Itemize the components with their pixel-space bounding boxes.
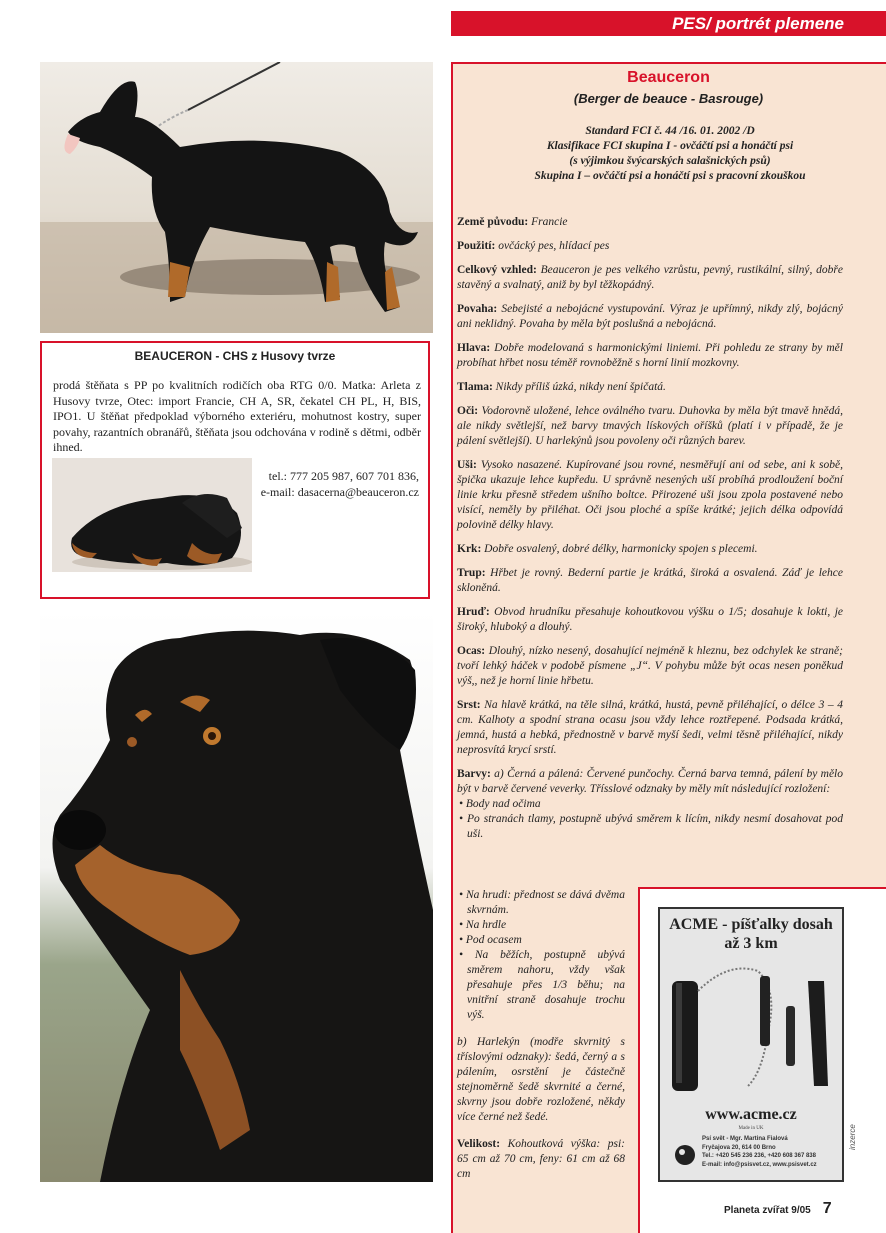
breeder-ad-contact <box>261 469 419 500</box>
acme-whistle-ad <box>658 907 844 1182</box>
breeder-ad-box <box>40 341 430 599</box>
fci-standard-line: (s výjimkou švýcarských salašnických psů) <box>569 155 771 167</box>
magazine-issue: Planeta zvířat 9/05 <box>724 1205 811 1216</box>
section-text: Dlouhý, nízko nesený, dosahující nejméně k hleznu, bez odchylek ke straně; tvoří lehký háček v podobě písmene „J“. V pohybu může být ocas nesen poněkud výš,, než je horní linie hřbetu. <box>457 645 843 687</box>
breeder-ad-text: prodá štěňata s PP po kvalitních rodičích oba RTG 0/0. Matka: Arleta z Husovy tvrze, Otec: import Francie, CH A, SR, čekatel CH PL, H, BIS, IPO1. U štěňat předpoklad výborného exteriéru, mohutnost kostry, super povahy, razantních obranářů, štěňata jsou odchována v rodině s dětmi, odběr ihned. <box>53 378 421 454</box>
breed-standard-text-narrow <box>457 888 625 1194</box>
page-number: 7 <box>822 1200 832 1217</box>
acme-contact <box>702 1135 817 1169</box>
section-header-bar <box>451 11 886 36</box>
acme-contact-line: E-mail: info@psisvet.cz, www.psisvet.cz <box>702 1161 817 1168</box>
size-section <box>457 1137 625 1182</box>
section-text: Sebejisté a nebojácné vystupování. Výraz je upřímný, nikdy zlý, bojácný ani neklidný. Povaha by měla být poslušná a nebojácná. <box>457 303 843 330</box>
section-label: Oči: <box>457 405 479 417</box>
section-text: Vodorovně uložené, lehce oválného tvaru. Duhovka by měla být tmavě hnědá, ale nikdy světlejší, než barvy tmavých lískových oříšků (platí i v případě, že je pálení světlejší). U harlekýnů jsou povoleny oči různých barev. <box>457 405 843 447</box>
section-label: Celkový vzhled: <box>457 264 537 276</box>
list-item: • Pod ocasem <box>459 934 522 946</box>
harlequin-text: b) Harlekýn (modře skvrnitý s tříslovými odznaky): šedá, černý a s pálením, osrstění je částečně stejnoměrně šedě skvrnité a černé, skvrny jsou dobře rozložené, někdy více černé než šedé. <box>457 1036 625 1123</box>
section-text: Na hlavě krátká, na těle silná, krátká, hustá, pevně přiléhající, o délce 3 – 4 cm. Kalhoty a spodní strana ocasu jsou vždy lehce roztřepené. Podsada krátká, jemná, hustá a hebká, přednostně v barvě myší šedi, velmi těsně přiléhající, nikdy neprosvítá krycí srstí. <box>457 699 843 756</box>
list-item: • Body nad očima <box>459 798 541 810</box>
section-text: Dobře osvalený, dobré délky, harmonicky spojen s plecemi. <box>481 543 758 555</box>
list-item: • Na hrudi: přednost se dává dvěma skvrnám. <box>459 889 625 916</box>
list-item: • Na hrdle <box>459 919 507 931</box>
page-footer <box>724 1200 832 1218</box>
section-label: Tlama: <box>457 381 493 393</box>
standard-section <box>457 566 843 596</box>
standard-section <box>457 263 843 293</box>
standard-section <box>457 404 843 449</box>
section-label: Země původu: <box>457 216 529 228</box>
section-label: Uši: <box>457 459 477 471</box>
section-text: Vysoko nasazené. Kupírované jsou rovné, nesměřují ani od sebe, ani k sobě, špička ukazuje lehce kupředu. U správně nesených uší probíhá prodloužení boční linie krku přesně středem ušního boltce. Přirozené uši jsou zpola postavené nebo visící, neměly by přiléhat. Oči jsou ploché a spíše krátké; jejich délka odpovídá polovině délky hlavy. <box>457 459 843 531</box>
dog-head-portrait-photo <box>40 610 433 1182</box>
standing-dog-photo <box>40 62 433 333</box>
colours-section <box>457 767 843 797</box>
fci-standard-line: Klasifikace FCI skupina I - ovčáčtí psi a honáčtí psi <box>546 140 794 152</box>
section-header: PES/ portrét plemene <box>672 14 844 33</box>
section-text: Nikdy příliš úzká, nikdy není špičatá. <box>492 381 666 393</box>
section-label: Barvy: <box>457 768 491 780</box>
whistles-illustration <box>668 961 834 1101</box>
standard-section <box>457 605 843 635</box>
breed-title: Beauceron <box>627 69 710 86</box>
standard-section <box>457 215 843 230</box>
section-text: Obvod hrudníku přesahuje kohoutkovou výšku o 1/5; dosahuje k lokti, je široký, hluboký a dlouhý. <box>457 606 843 633</box>
list-item: • Na běžích, postupně ubývá směrem nahoru, vždy však přesahuje přes 1/3 běhu; na vnitřní straně dosahuje trochu výš. <box>459 949 625 1021</box>
acme-website: www.acme.cz <box>705 1106 797 1123</box>
section-label: Srst: <box>457 699 481 711</box>
standard-section <box>457 644 843 689</box>
section-text: Dobře modelovaná s harmonickými liniemi. Při pohledu ze strany by měl probíhat hřbet nosu téměř rovnoběžně s horní linií mozkovny. <box>457 342 843 369</box>
list-item: • Po stranách tlamy, postupně ubývá směrem k lícím, nikdy nesmí dosahovat pod uši. <box>459 813 843 840</box>
section-text: Beauceron je pes velkého vzrůstu, pevný, rustikální, silný, dobře stavěný a svalnatý, aniž by byl těžkopádný. <box>457 264 843 291</box>
acme-contact-line: Fryčajova 20, 614 00 Brno <box>702 1144 776 1151</box>
section-label: Krk: <box>457 543 482 555</box>
breeder-ad-title: BEAUCERON - CHS z Husovy tvrze <box>134 349 336 363</box>
section-label: Velikost: <box>457 1138 501 1150</box>
section-text: Francie <box>528 216 568 228</box>
section-label: Hruď: <box>457 606 490 618</box>
standard-section <box>457 698 843 758</box>
section-label: Použití: <box>457 240 496 252</box>
section-label: Povaha: <box>457 303 498 315</box>
acme-contact-line: Psí svět - Mgr. Martina Fialová <box>702 1136 788 1142</box>
standard-section <box>457 542 843 557</box>
section-text: Kohoutková výška: psi: 65 cm až 70 cm, feny: 61 cm až 68 cm <box>457 1138 625 1180</box>
colours-list <box>457 797 843 842</box>
section-label: Trup: <box>457 567 486 579</box>
fci-standard-line: Standard FCI č. 44 /16. 01. 2002 /D <box>585 125 755 137</box>
acme-made-in: Made in UK <box>738 1126 764 1131</box>
puppy-photo <box>52 458 252 572</box>
standard-section <box>457 380 843 395</box>
acme-ad-title: ACME - píšťalky dosah až 3 km <box>669 916 833 952</box>
breed-subtitle: (Berger de beauce - Basrouge) <box>573 91 764 106</box>
section-text: ovčácký pes, hlídací pes <box>495 240 610 252</box>
section-text: a) Černá a pálená: Červené punčochy. Černá barva temná, pálení by mělo být v barvě červené veverky. Třísslové odznaky by měly mít následující rozložení: <box>457 768 843 795</box>
breeder-email: e-mail: dasacerna@beauceron.cz <box>260 484 419 499</box>
breeder-phone: tel.: 777 205 987, 607 701 836, <box>268 469 419 483</box>
colours-list <box>457 888 625 1023</box>
standard-section <box>457 341 843 371</box>
section-label: Hlava: <box>457 342 491 354</box>
fci-standard-line: Skupina I – ovčáčtí psi a honáčtí psi s pracovní zkouškou <box>534 170 806 182</box>
section-text: Hřbet je rovný. Bederní partie je krátká, široká a osvalená. Záď je lehce skloněná. <box>457 567 843 594</box>
fci-standard-block <box>470 124 870 184</box>
acme-contact-line: Tel.: +420 545 236 236, +420 608 367 838 <box>702 1153 816 1159</box>
standard-section <box>457 458 843 533</box>
section-label: Ocas: <box>457 645 486 657</box>
standard-section <box>457 302 843 332</box>
breed-standard-text <box>457 215 843 842</box>
advertisement-label: inzerce <box>848 1124 857 1150</box>
standard-section <box>457 239 843 254</box>
dog-logo-icon <box>674 1141 696 1169</box>
